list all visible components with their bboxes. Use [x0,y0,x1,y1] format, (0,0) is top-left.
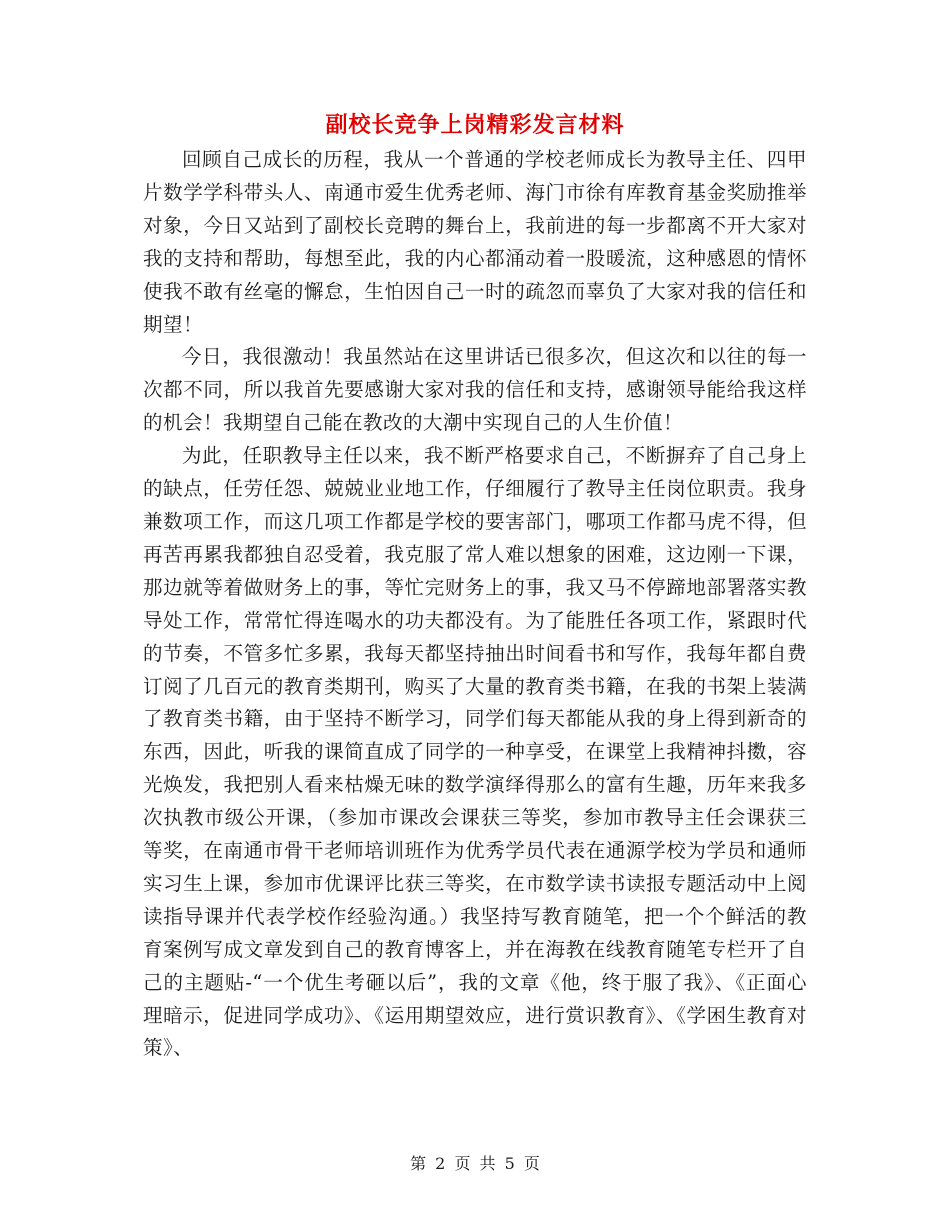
document-body [143,144,807,1065]
document-title: 副校长竞争上岗精彩发言材料 [325,112,625,138]
paragraph-1: 回顾自己成长的历程，我从一个普通的学校老师成长为教导主任、四甲片数学学科带头人、南通市爱生优秀老师、海门市徐有库教育基金奖励推举对象，今日又站到了副校长竞聘的舞台上，我前进的每一步都离不开大家对我的支持和帮助，每想至此，我的内心都涌动着一股暖流，这种感恩的情怀使我不敢有丝毫的懈怠，生怕因自己一时的疏忽而辜负了大家对我的信任和期望！ [143,148,807,336]
paragraph-2: 今日，我很激动！我虽然站在这里讲话已很多次，但这次和以往的每一次都不同，所以我首先要感谢大家对我的信任和支持，感谢领导能给我这样的机会！我期望自己能在教改的大潮中实现自己的人生价值！ [143,345,807,435]
paragraph-3: 为此，任职教导主任以来，我不断严格要求自己，不断摒弃了自己身上的缺点，任劳任怨、兢兢业业地工作，仔细履行了教导主任岗位职责。我身兼数项工作，而这几项工作都是学校的要害部门，哪项工作都马虎不得，但再苦再累我都独自忍受着，我克服了常人难以想象的困难，这边刚一下课，那边就等着做财务上的事，等忙完财务上的事，我又马不停蹄地部署落实教导处工作，常常忙得连喝水的功夫都没有。为了能胜任各项工作，紧跟时代的节奏，不管多忙多累，我每天都坚持抽出时间看书和写作，我每年都自费订阅了几百元的教育类期刊，购买了大量的教育类书籍，在我的书架上装满了教育类书籍，由于坚持不断学习，同学们每天都能从我的身上得到新奇的东西，因此，听我的课简直成了同学的一种享受，在课堂上我精神抖擞，容光焕发，我把别人看来枯燥无味的数学演绎得那么的富有生趣，历年来我多次执教市级公开课，（参加市课改会课获三等奖，参加市教导主任会课获三等奖，在南通市骨干老师培训班作为优秀学员代表在通源学校为学员和通师实习生上课，参加市优课评比获三等奖，在市数学读书读报专题活动中上阅读指导课并代表学校作经验沟通。）我坚持写教育随笔，把一个个鲜活的教育案例写成文章发到自己的教育博客上，并在海教在线教育随笔专栏开了自己的主题贴-“一个优生考砸以后”，我的文章《他，终于服了我》、《正面心理暗示，促进同学成功》、《运用期望效应，进行赏识教育》、《学困生教育对策》、 [143,444,807,1060]
page-number-footer: 第 2 页 共 5 页 [410,1154,540,1173]
